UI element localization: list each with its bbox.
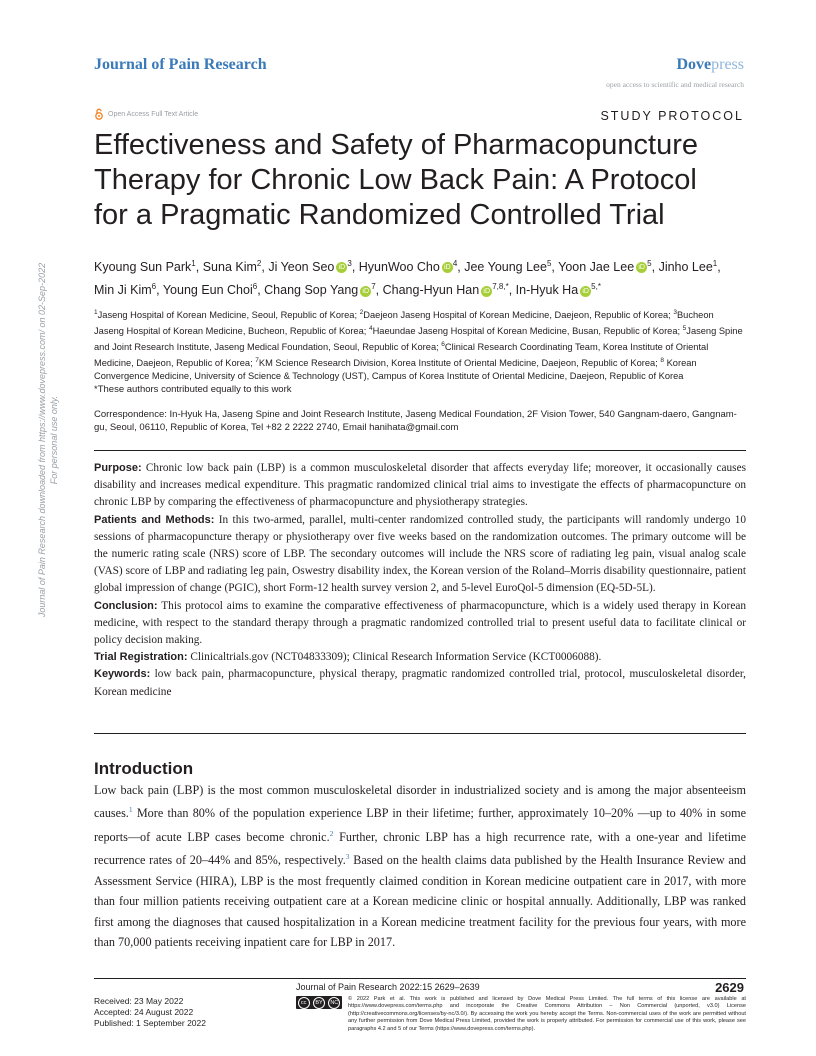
author-affiliation-ref: 7,8,* (492, 282, 509, 292)
conclusion-text: This protocol aims to examine the comparative effectiveness of pharmacopuncture, which is a widely used therapy in Korean medicine, with respect to the standard therapy through a pragmatic randomized controlled trial to present useful data to facilitate clinical or policy decision making. (94, 599, 746, 647)
article-type: STUDY PROTOCOL (600, 109, 744, 123)
affiliation-text: Jaseng Spine and Joint Research Institute, Jaseng Medical Foundation, Seoul, Republic of Korea; (94, 326, 743, 353)
author[interactable] (268, 260, 358, 274)
author-name: Chang-Hyun Han (382, 283, 480, 298)
author-affiliation-ref: 1 (191, 259, 196, 268)
author-affiliation-ref: 1 (712, 259, 718, 268)
author-affiliation-ref: 4 (452, 259, 458, 268)
title-line: Therapy for Chronic Low Back Pain: A Protocol (94, 164, 697, 196)
publisher-logo-light: press (711, 56, 744, 73)
author[interactable] (516, 283, 601, 297)
orcid-icon[interactable]: iD (336, 262, 347, 273)
publisher-tagline: open access to scientific and medical research (606, 80, 744, 89)
by-icon: BY (313, 997, 325, 1009)
author-list (94, 254, 744, 300)
author-separator: , (651, 260, 659, 275)
abstract-registration (94, 649, 746, 666)
author-separator: , (375, 283, 383, 298)
title-line: for a Pragmatic Randomized Controlled Trial (94, 199, 665, 231)
affiliation-number: 5 (682, 325, 687, 333)
orcid-icon[interactable]: iD (442, 262, 453, 273)
orcid-icon[interactable]: iD (360, 286, 371, 297)
affiliation-number: 7 (255, 357, 259, 365)
author-separator: , (195, 260, 203, 275)
author-separator: , (508, 283, 516, 298)
author[interactable] (163, 283, 264, 297)
author-affiliation-ref: 2 (256, 259, 262, 268)
received-date: Received: 23 May 2022 (94, 996, 184, 1006)
license-block (296, 996, 746, 1033)
author[interactable] (558, 260, 658, 274)
purpose-label: Purpose: (94, 462, 142, 474)
intro-sentence: Low back pain (LBP) is the most common musculoskeletal disorder in industrialized society and is among the major absenteeism causes. (94, 783, 746, 821)
author-affiliation-ref: 6 (151, 282, 157, 292)
author[interactable] (359, 260, 464, 274)
introduction-body (94, 780, 746, 952)
author[interactable] (383, 283, 516, 297)
orcid-icon[interactable]: iD (580, 286, 591, 297)
title-line: Effectiveness and Safety of Pharmacopuncture (94, 129, 698, 161)
abstract (94, 460, 746, 701)
affiliation-number: 8 (660, 357, 665, 365)
author[interactable] (264, 283, 382, 297)
orcid-icon[interactable]: iD (481, 286, 492, 297)
footer-rule (94, 978, 746, 979)
author[interactable] (94, 260, 203, 274)
keywords-label: Keywords: (94, 668, 151, 681)
author-affiliation-ref: 5 (647, 259, 652, 268)
affiliation-text: Clinical Research Coordinating Team, Korea Institute of Oriental Medicine, Daejeon, Republic of Korea; (94, 342, 709, 369)
registration-text[interactable]: Clinicaltrials.gov (NCT04833309); Clinical Research Information Service (KCT0006088). (187, 651, 602, 664)
author-name: Suna Kim (202, 260, 257, 275)
affiliation-number: 3 (673, 309, 677, 316)
article-dates (94, 996, 206, 1029)
affiliation-text: KM Science Research Division, Korea Institute of Oriental Medicine, Daejeon, Republic of Korea; (258, 358, 661, 369)
author-name: Yoon Jae Lee (558, 260, 635, 275)
affiliation-number: 4 (368, 325, 373, 333)
author[interactable] (659, 260, 721, 274)
author-separator: , (261, 260, 269, 275)
author[interactable] (464, 260, 558, 274)
abstract-bottom-rule (94, 733, 746, 734)
affiliation-text: Daejeon Jaseng Hospital of Korean Medicine, Daejeon, Republic of Korea; (363, 310, 674, 321)
author-name: HyunWoo Cho (358, 260, 440, 275)
methods-text: In this two-armed, parallel, multi-center randomized controlled study, the participants will randomly undergo 10 sessions of pharmacopuncture therapy or physiotherapy over five weeks based on the randomization outcomes. The primary outcome will be the numeric rating scale (NRS) score of LBP. The secondary outcomes will include the NRS score of radiating leg pain, visual analog scale (VAS) score of LBP and radiating leg pain, Oswestry disability index, the Korean version of the Roland–Morris disability questionnaire, patient global impression of change (PGIC), short Form-12 health survey version 2, and 5-level EuroQol-5 dimension (EQ-5D-5L). (94, 513, 747, 595)
intro-sentence: More than 80% of the population experience LBP in their lifetime; further, approximately 10–20% —up to 40% in some reports—of acute LBP cases become chronic. (94, 806, 746, 844)
author-name: Young Eun Choi (162, 283, 253, 298)
citation-link[interactable]: 2 (329, 828, 334, 838)
affiliation-text: Bucheon Jaseng Hospital of Korean Medicine, Bucheon, Republic of Korea; (94, 310, 714, 337)
orcid-icon[interactable]: iD (636, 262, 647, 273)
author-affiliation-ref: 7 (371, 282, 376, 292)
affiliations (94, 306, 746, 383)
page-number: 2629 (715, 980, 744, 995)
license-text: © 2022 Park et al. This work is published and licensed by Dove Medical Press Limited. The full terms of this license are available at https://www.dovepress.com/terms.php and incorporate the Creative Commons Attribution – Non Commercial (unported, v3.0) License (http://creativecommons.org/licenses/by-nc/3.0/). By accessing the work you hereby accept the Terms. Non-commercial uses of the work are permitted without any further permission from Dove Medical Press Limited, provided the work is properly attributed. For permission for commercial use of this work, please see paragraphs 4.2 and 5 of our Terms (https://www.dovepress.com/terms.php). (348, 996, 746, 1032)
affiliation-number: 2 (359, 309, 364, 316)
author-separator: , (457, 260, 465, 275)
abstract-top-rule (94, 450, 746, 451)
open-access-icon (94, 108, 104, 120)
registration-label: Trial Registration: (94, 651, 188, 664)
affiliation-text: Jaseng Hospital of Korean Medicine, Seoul, Republic of Korea; (97, 310, 360, 321)
author-separator: , (351, 260, 359, 275)
contribution-note: *These authors contributed equally to this work (94, 384, 292, 395)
correspondence: Correspondence: In-Hyuk Ha, Jaseng Spine and Joint Research Institute, Jaseng Medical Foundation, 2F Vision Tower, 540 Gangnam-daero, Gangnam-gu, Seoul, 06110, Republic of Korea, Tel +82 2 2222 2740, Email hanihata@gmail.com (94, 409, 737, 433)
affiliation-number: 6 (441, 341, 445, 349)
abstract-keywords (94, 666, 746, 700)
side-note-line: Journal of Pain Research downloaded from https://www.dovepress.com/ on 02-Sep-2022 (37, 262, 47, 618)
cc-icon: cc (298, 997, 310, 1009)
citation-link[interactable]: 1 (128, 805, 133, 815)
published-date: Published: 1 September 2022 (94, 1018, 206, 1028)
author-name: In-Hyuk Ha (515, 283, 579, 298)
author-separator: , (257, 283, 265, 298)
publisher-logo[interactable] (676, 56, 744, 74)
author-name: Kyoung Sun Park (94, 260, 192, 275)
affiliation-number: 1 (94, 309, 98, 316)
author-separator: , (717, 260, 721, 275)
abstract-conclusion (94, 598, 746, 650)
nc-icon: NC (328, 997, 340, 1009)
publisher-logo-bold: Dove (676, 56, 712, 73)
affiliation-text: Haeundae Jaseng Hospital of Korean Medicine, Busan, Republic of Korea; (372, 326, 683, 337)
author-name: Jinho Lee (658, 260, 713, 275)
author-affiliation-ref: 3 (347, 259, 352, 268)
section-heading: Introduction (94, 759, 194, 778)
conclusion-label: Conclusion: (94, 599, 158, 612)
intro-sentence: Based on the health claims data published by the Health Insurance Review and Assessment Service (HIRA), LBP is the most frequently claimed condition in Korean medicine outpatient care in 2017, with more than four million patients receiving outpatient care at a Korean medicine clinic or hospital annually. Additionally, LBP was ranked first among the diagnoses that caused hospitalization in a Korean medicine treatment facility for the previous four years, with more than 70,000 patients receiving inpatient care for LBP in 2017. (94, 853, 747, 950)
accepted-date: Accepted: 24 August 2022 (94, 1007, 194, 1017)
author-name: Min Ji Kim (94, 283, 152, 298)
journal-citation[interactable]: Journal of Pain Research 2022:15 2629–2639 (296, 982, 480, 992)
open-access-text: Open Access Full Text Article (108, 110, 199, 118)
author[interactable] (94, 283, 163, 297)
author-separator: , (551, 260, 559, 275)
author-affiliation-ref: 6 (252, 282, 258, 292)
cc-license-badge[interactable] (296, 996, 342, 1009)
side-note-line: For personal use only. (49, 395, 59, 485)
purpose-text: Chronic low back pain (LBP) is a common musculoskeletal disorder that affects everyday life; moreover, it occasionally causes disability and increases medical expenditure. This pragmatic randomized clinical trial aims to investigate the effects of pharmacopuncture on chronic LBP by comparing the effectiveness of pharmacopuncture and physiotherapy strategies. (94, 462, 746, 509)
open-access-label (94, 108, 198, 120)
download-side-note (36, 240, 60, 640)
author[interactable] (203, 260, 269, 274)
keywords-text: low back pain, pharmacopuncture, physical therapy, pragmatic randomized controlled trial, protocol, musculoskeletal disorder, Korean medicine (94, 668, 746, 698)
author-name: Jee Young Lee (464, 260, 547, 275)
citation-link[interactable]: 3 (345, 852, 350, 862)
author-separator: , (156, 283, 163, 298)
author-affiliation-ref: 5,* (591, 282, 601, 292)
journal-name[interactable]: Journal of Pain Research (94, 56, 267, 73)
article-title (94, 128, 754, 233)
methods-label: Patients and Methods: (94, 513, 215, 526)
author-name: Chang Sop Yang (264, 283, 359, 298)
abstract-purpose (94, 460, 746, 512)
abstract-methods (94, 512, 746, 598)
author-name: Ji Yeon Seo (268, 260, 335, 275)
affiliation-text: Korean Convergence Medicine, University of Science & Technology (UST), Campus of Korea Institute of Oriental Medicine, Daejeon, Republic of Korea (94, 358, 697, 382)
intro-sentence: Further, chronic LBP has a high recurrence rate, with a one-year and lifetime recurrence rates of 20–44% and 85%, respectively. (94, 829, 746, 868)
author-affiliation-ref: 5 (546, 259, 552, 268)
